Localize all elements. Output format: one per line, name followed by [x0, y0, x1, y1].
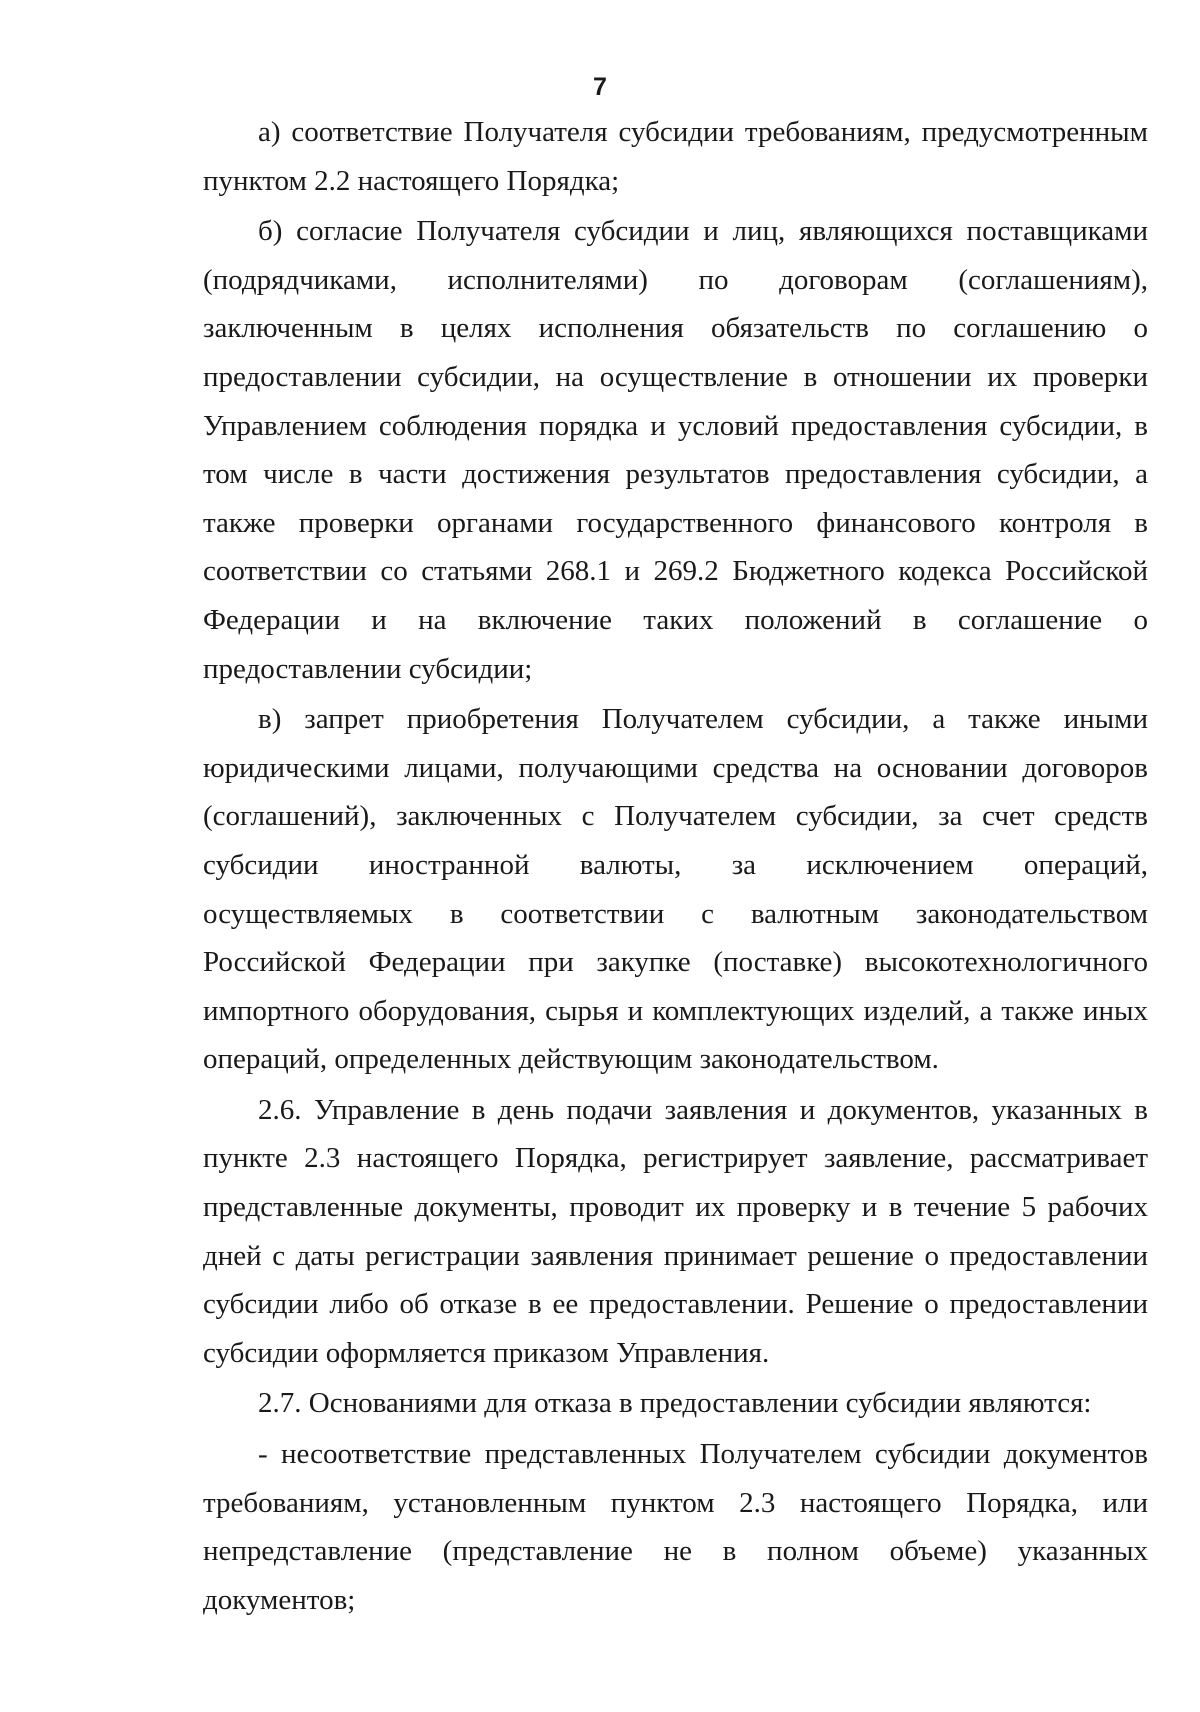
paragraph-2-7-item-1: - несоответствие представленных Получателем субсидии документов требованиям, установленным пунктом 2.3 настоящего Порядка, или непредставление (представление не в полном объеме) указанных документов;	[203, 1438, 1148, 1616]
paragraph-2-7: 2.7. Основаниями для отказа в предоставлении субсидии являются:	[258, 1387, 1092, 1420]
paragraph-v: в) запрет приобретения Получателем субсидии, а также иными юридическими лицами, получающими средства на основании договоров (соглашений), заключенных с Получателем субсидии, за счет средств субсидии иностранной валюты, за исключением операций, осуществляемых в соответствии с валютным законодательством Российской Федерации при закупке (поставке) высокотехнологичного импортного оборудования, сырья и комплектующих изделий, а также иных операций, определенных действующим законодательством.	[203, 703, 1148, 1076]
paragraph-b: б) согласие Получателя субсидии и лиц, являющихся поставщиками (подрядчиками, исполнителями) по договорам (соглашениям), заключенным в целях исполнения обязательств по соглашению о предоставлении субсидии, на осуществление в отношении их проверки Управлением соблюдения порядка и условий предоставления субсидии, в том числе в части достижения результатов предоставления субсидии, а также проверки органами государственного финансового контроля в соответствии со статьями 268.1 и 269.2 Бюджетного кодекса Российской Федерации и на включение таких положений в соглашение о предоставлении субсидии;	[203, 215, 1148, 685]
page-number: 7	[593, 73, 607, 101]
paragraph-2-6: 2.6. Управление в день подачи заявления и документов, указанных в пункте 2.3 настоящего Порядка, регистрирует заявление, рассматривает представленные документы, проводит их проверку и в течение 5 рабочих дней с даты регистрации заявления принимает решение о предоставлении субсидии либо об отказе в ее предоставлении. Решение о предоставлении субсидии оформляется приказом Управления.	[203, 1093, 1148, 1369]
document-body	[203, 108, 1148, 1626]
paragraph-a: а) соответствие Получателя субсидии требованиям, предусмотренным пунктом 2.2 настоящего Порядка;	[203, 116, 1148, 197]
